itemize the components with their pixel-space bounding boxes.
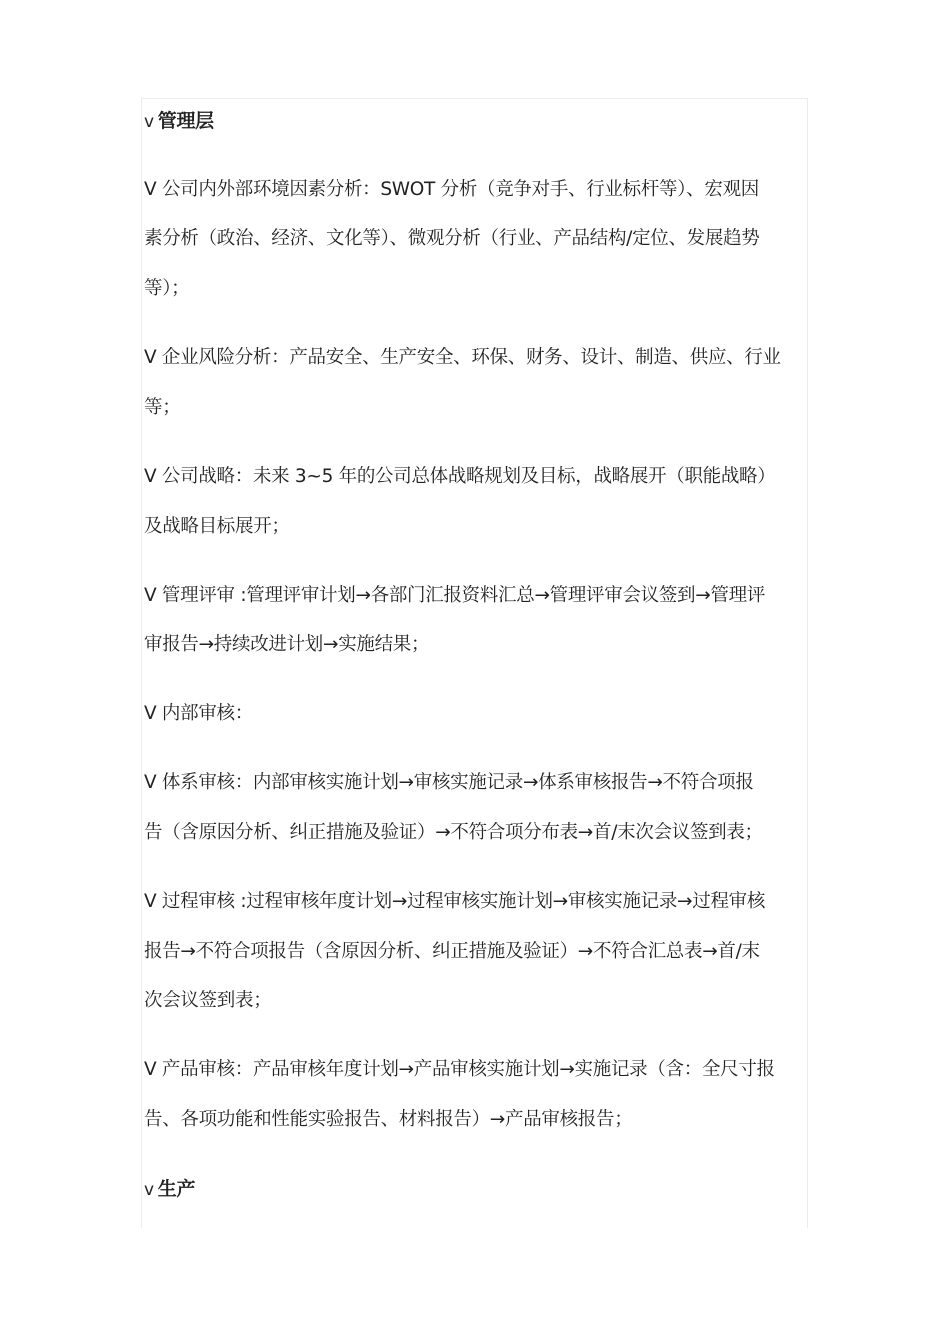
- heading-bullet-mark: v: [144, 112, 154, 132]
- heading-bullet-mark: v: [144, 1180, 154, 1200]
- paragraph-line-17: 告、各项功能和性能实验报告、材料报告）→产品审核报告；: [144, 1109, 633, 1130]
- paragraph-line-3: 等）；: [144, 278, 190, 299]
- paragraph-line-11: V 体系审核：内部审核实施计划→审核实施记录→体系审核报告→不符合项报: [144, 772, 754, 793]
- line-text: 公司内外部环境因素分析：SWOT 分析（竞争对手、行业标杆等）、宏观因: [161, 179, 759, 200]
- paragraph-line-7: 及战略目标展开；: [144, 516, 290, 537]
- heading-text: 管理层: [157, 110, 214, 132]
- paragraph-line-8: V 管理评审 :管理评审计划→各部门汇报资料汇总→管理评审会议签到→管理评: [144, 585, 766, 606]
- paragraph-line-1: [144, 177, 759, 203]
- paragraph-line-10: V 内部审核：: [144, 703, 253, 724]
- paragraph-line-13: V 过程审核 :过程审核年度计划→过程审核实施计划→审核实施记录→过程审核: [144, 891, 766, 912]
- paragraph-line-15: 次会议签到表；: [144, 990, 272, 1011]
- paragraph-line-12: 告（含原因分析、纠正措施及验证）→不符合项分布表→首/末次会议签到表；: [144, 822, 763, 843]
- paragraph-line-2: 素分析（政治、经济、文化等）、微观分析（行业、产品结构/定位、发展趋势: [144, 228, 760, 249]
- paragraph-line-9: 审报告→持续改进计划→实施结果；: [144, 634, 430, 655]
- paragraph-line-4: V 企业风险分析：产品安全、生产安全、环保、财务、设计、制造、供应、行业: [144, 347, 781, 368]
- paragraph-line-14: 报告→不符合项报告（含原因分析、纠正措施及验证）→不符合汇总表→首/末: [144, 941, 760, 962]
- section-heading-production: [144, 1176, 195, 1203]
- paragraph-line-5: 等；: [144, 397, 181, 418]
- paragraph-line-16: V 产品审核：产品审核年度计划→产品审核实施计划→实施记录（含：全尺寸报: [144, 1059, 775, 1080]
- paragraph-line-6: V 公司战略：未来 3~5 年的公司总体战略规划及目标，战略展开（职能战略）: [144, 466, 776, 487]
- bullet-mark: V: [144, 179, 157, 200]
- section-heading-management: [144, 108, 214, 135]
- heading-text: 生产: [157, 1178, 196, 1200]
